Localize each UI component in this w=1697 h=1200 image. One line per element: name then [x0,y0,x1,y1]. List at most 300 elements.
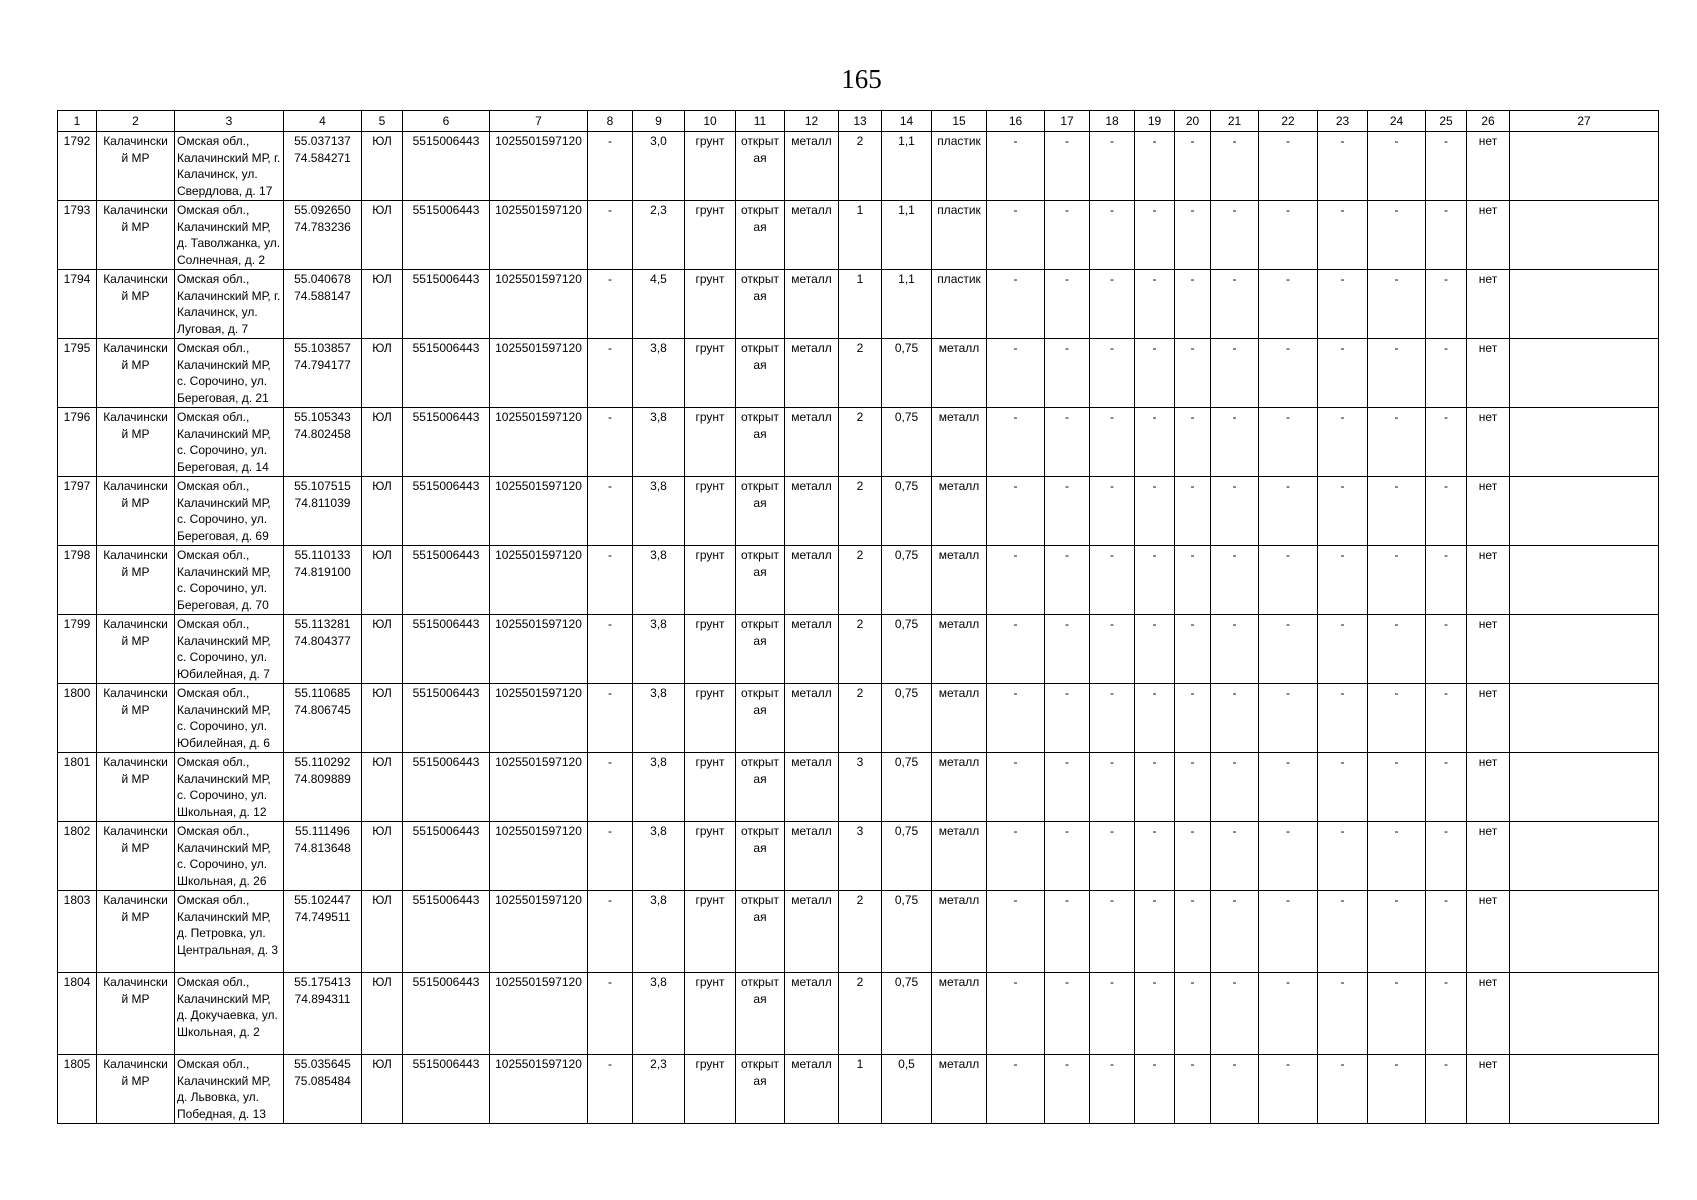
cell-ogrn: 1025501597120 [490,684,588,753]
cell-c11: открыт ая [736,270,785,339]
coordinates-cell [284,615,362,684]
cell-c26: нет [1467,684,1510,753]
cell-ogrn: 1025501597120 [490,477,588,546]
cell-c26: нет [1467,753,1510,822]
cell-ogrn: 1025501597120 [490,132,588,201]
cell-c10: грунт [685,753,736,822]
empty-cell: - [1259,132,1318,201]
cell-c11: открыт ая [736,339,785,408]
cell-c9: 3,8 [633,973,685,1055]
empty-cell: - [1368,615,1426,684]
cell-ogrn: 1025501597120 [490,1055,588,1124]
cell-ogrn: 1025501597120 [490,891,588,973]
cell-c26: нет [1467,408,1510,477]
cell-inn: 5515006443 [403,339,490,408]
latitude: 55.110133 [294,548,351,562]
empty-cell: - [1318,477,1368,546]
cell-c14: 0,75 [882,339,932,408]
cell-type: ЮЛ [362,132,403,201]
cell-type: ЮЛ [362,270,403,339]
cell-num: 1800 [58,684,97,753]
cell-c13: 1 [839,201,882,270]
cell-district: Калачински й МР [97,684,175,753]
notes-cell [1510,891,1659,973]
cell-c15: металл [932,615,987,684]
table-row [58,132,1659,201]
cell-c11: открыт ая [736,973,785,1055]
column-header: 22 [1259,111,1318,132]
empty-cell: - [1426,684,1467,753]
coordinates-cell [284,339,362,408]
latitude: 55.107515 [294,479,351,493]
column-header: 24 [1368,111,1426,132]
empty-cell: - [1175,1055,1211,1124]
cell-type: ЮЛ [362,339,403,408]
cell-c9: 3,8 [633,477,685,546]
empty-cell: - [987,1055,1045,1124]
notes-cell [1510,684,1659,753]
column-header: 3 [175,111,284,132]
cell-ogrn: 1025501597120 [490,546,588,615]
cell-c13: 2 [839,132,882,201]
cell-c13: 2 [839,973,882,1055]
cell-c12: металл [785,270,839,339]
latitude: 55.105343 [294,410,351,424]
cell-c11: открыт ая [736,1055,785,1124]
column-header: 19 [1135,111,1175,132]
registry-table [57,110,1659,1124]
empty-cell: - [1368,1055,1426,1124]
empty-cell: - [1259,201,1318,270]
notes-cell [1510,201,1659,270]
cell-c15: пластик [932,201,987,270]
empty-cell: - [1045,339,1090,408]
empty-cell: - [1368,270,1426,339]
cell-c9: 3,8 [633,615,685,684]
empty-cell: - [1426,408,1467,477]
column-header: 27 [1510,111,1659,132]
cell-address: Омская обл., Калачинский МР, с. Сорочино, ул. Береговая, д. 69 [175,477,284,546]
cell-num: 1793 [58,201,97,270]
cell-district: Калачински й МР [97,615,175,684]
empty-cell: - [1175,753,1211,822]
longitude: 75.085484 [294,1073,351,1088]
cell-c13: 2 [839,546,882,615]
cell-c13: 1 [839,1055,882,1124]
cell-c8: - [588,408,633,477]
cell-c9: 3,8 [633,684,685,753]
cell-c11: открыт ая [736,132,785,201]
empty-cell: - [1175,546,1211,615]
empty-cell: - [987,201,1045,270]
cell-ogrn: 1025501597120 [490,270,588,339]
cell-c15: металл [932,546,987,615]
empty-cell: - [987,684,1045,753]
notes-cell [1510,822,1659,891]
cell-c8: - [588,132,633,201]
empty-cell: - [1318,1055,1368,1124]
empty-cell: - [1318,891,1368,973]
longitude: 74.802458 [294,426,351,441]
empty-cell: - [1426,546,1467,615]
empty-cell: - [1090,1055,1135,1124]
cell-num: 1803 [58,891,97,973]
column-header: 5 [362,111,403,132]
empty-cell: - [1175,973,1211,1055]
empty-cell: - [1318,684,1368,753]
cell-type: ЮЛ [362,1055,403,1124]
cell-c11: открыт ая [736,477,785,546]
longitude: 74.813648 [294,840,351,855]
empty-cell: - [1259,973,1318,1055]
empty-cell: - [1426,132,1467,201]
cell-c26: нет [1467,615,1510,684]
cell-c26: нет [1467,201,1510,270]
cell-c12: металл [785,408,839,477]
empty-cell: - [1045,615,1090,684]
empty-cell: - [1175,891,1211,973]
coordinates-cell [284,270,362,339]
notes-cell [1510,339,1659,408]
empty-cell: - [1090,753,1135,822]
column-header: 7 [490,111,588,132]
notes-cell [1510,546,1659,615]
cell-c10: грунт [685,132,736,201]
table-row [58,546,1659,615]
cell-c10: грунт [685,1055,736,1124]
column-header: 18 [1090,111,1135,132]
empty-cell: - [1090,270,1135,339]
cell-inn: 5515006443 [403,891,490,973]
column-header: 8 [588,111,633,132]
coordinates-cell [284,546,362,615]
cell-num: 1794 [58,270,97,339]
cell-c10: грунт [685,339,736,408]
column-header: 16 [987,111,1045,132]
cell-c14: 0,75 [882,753,932,822]
coordinates-cell [284,132,362,201]
notes-cell [1510,753,1659,822]
cell-inn: 5515006443 [403,615,490,684]
empty-cell: - [1175,339,1211,408]
cell-num: 1798 [58,546,97,615]
latitude: 55.103857 [294,341,351,355]
cell-c10: грунт [685,477,736,546]
cell-c14: 0,5 [882,1055,932,1124]
empty-cell: - [1045,973,1090,1055]
empty-cell: - [1368,753,1426,822]
cell-type: ЮЛ [362,822,403,891]
empty-cell: - [1259,408,1318,477]
cell-c12: металл [785,339,839,408]
cell-c10: грунт [685,684,736,753]
cell-c9: 3,8 [633,753,685,822]
empty-cell: - [1045,477,1090,546]
empty-cell: - [1175,477,1211,546]
empty-cell: - [1259,1055,1318,1124]
cell-c12: металл [785,132,839,201]
longitude: 74.804377 [294,633,351,648]
empty-cell: - [1090,339,1135,408]
cell-inn: 5515006443 [403,753,490,822]
cell-c11: открыт ая [736,615,785,684]
empty-cell: - [1318,753,1368,822]
cell-c15: металл [932,753,987,822]
column-header: 13 [839,111,882,132]
coordinates-cell [284,822,362,891]
cell-c14: 0,75 [882,546,932,615]
column-header: 1 [58,111,97,132]
empty-cell: - [1135,684,1175,753]
empty-cell: - [1211,201,1259,270]
cell-c15: металл [932,684,987,753]
cell-c9: 2,3 [633,1055,685,1124]
cell-district: Калачински й МР [97,891,175,973]
empty-cell: - [1211,822,1259,891]
cell-c11: открыт ая [736,891,785,973]
cell-c13: 2 [839,339,882,408]
empty-cell: - [1090,822,1135,891]
cell-type: ЮЛ [362,684,403,753]
cell-c11: открыт ая [736,822,785,891]
cell-inn: 5515006443 [403,477,490,546]
cell-c14: 0,75 [882,822,932,891]
empty-cell: - [1175,615,1211,684]
cell-ogrn: 1025501597120 [490,339,588,408]
cell-district: Калачински й МР [97,973,175,1055]
coordinates-cell [284,891,362,973]
cell-c13: 2 [839,615,882,684]
cell-address: Омская обл., Калачинский МР, с. Сорочино, ул. Юбилейная, д. 7 [175,615,284,684]
cell-address: Омская обл., Калачинский МР, с. Сорочино, ул. Юбилейная, д. 6 [175,684,284,753]
empty-cell: - [1090,408,1135,477]
empty-cell: - [1426,973,1467,1055]
notes-cell [1510,477,1659,546]
cell-c10: грунт [685,546,736,615]
empty-cell: - [987,132,1045,201]
cell-district: Калачински й МР [97,270,175,339]
empty-cell: - [1259,753,1318,822]
coordinates-cell [284,684,362,753]
cell-type: ЮЛ [362,973,403,1055]
longitude: 74.806745 [294,702,351,717]
cell-num: 1792 [58,132,97,201]
cell-district: Калачински й МР [97,546,175,615]
cell-inn: 5515006443 [403,201,490,270]
empty-cell: - [1318,408,1368,477]
cell-c9: 3,8 [633,546,685,615]
cell-ogrn: 1025501597120 [490,201,588,270]
cell-c8: - [588,546,633,615]
empty-cell: - [1135,1055,1175,1124]
table-row [58,822,1659,891]
column-header: 4 [284,111,362,132]
cell-c9: 3,8 [633,339,685,408]
empty-cell: - [1368,132,1426,201]
cell-c11: открыт ая [736,753,785,822]
cell-c10: грунт [685,201,736,270]
column-header: 25 [1426,111,1467,132]
column-header: 23 [1318,111,1368,132]
empty-cell: - [1135,753,1175,822]
cell-c8: - [588,753,633,822]
cell-ogrn: 1025501597120 [490,753,588,822]
empty-cell: - [987,339,1045,408]
cell-type: ЮЛ [362,753,403,822]
cell-ogrn: 1025501597120 [490,973,588,1055]
table-row [58,1055,1659,1124]
cell-address: Омская обл., Калачинский МР, д. Докучаевка, ул. Школьная, д. 2 [175,973,284,1055]
empty-cell: - [1426,615,1467,684]
cell-c9: 3,8 [633,891,685,973]
empty-cell: - [1368,477,1426,546]
cell-inn: 5515006443 [403,684,490,753]
empty-cell: - [987,615,1045,684]
cell-district: Калачински й МР [97,339,175,408]
longitude: 74.819100 [294,564,351,579]
cell-c13: 1 [839,270,882,339]
latitude: 55.110685 [294,686,351,700]
empty-cell: - [1175,132,1211,201]
cell-c15: металл [932,339,987,408]
cell-c8: - [588,339,633,408]
empty-cell: - [1211,973,1259,1055]
cell-c12: металл [785,201,839,270]
cell-c26: нет [1467,339,1510,408]
empty-cell: - [987,891,1045,973]
cell-inn: 5515006443 [403,973,490,1055]
empty-cell: - [1426,753,1467,822]
cell-num: 1804 [58,973,97,1055]
empty-cell: - [1135,477,1175,546]
empty-cell: - [1211,408,1259,477]
cell-c11: открыт ая [736,546,785,615]
empty-cell: - [1426,477,1467,546]
empty-cell: - [1426,891,1467,973]
cell-address: Омская обл., Калачинский МР, г. Калачинск, ул. Свердлова, д. 17 [175,132,284,201]
table-row [58,753,1659,822]
cell-c15: металл [932,408,987,477]
notes-cell [1510,270,1659,339]
cell-num: 1796 [58,408,97,477]
latitude: 55.111496 [295,824,350,838]
empty-cell: - [1318,132,1368,201]
cell-type: ЮЛ [362,201,403,270]
empty-cell: - [1368,973,1426,1055]
cell-c8: - [588,822,633,891]
coordinates-cell [284,973,362,1055]
empty-cell: - [1045,408,1090,477]
empty-cell: - [1368,822,1426,891]
empty-cell: - [1259,822,1318,891]
cell-district: Калачински й МР [97,408,175,477]
empty-cell: - [1211,270,1259,339]
cell-address: Омская обл., Калачинский МР, д. Петровка, ул. Центральная, д. 3 [175,891,284,973]
cell-c10: грунт [685,822,736,891]
cell-address: Омская обл., Калачинский МР, с. Сорочино, ул. Школьная, д. 26 [175,822,284,891]
empty-cell: - [1135,973,1175,1055]
cell-num: 1797 [58,477,97,546]
empty-cell: - [987,822,1045,891]
empty-cell: - [1135,339,1175,408]
table-row [58,973,1659,1055]
empty-cell: - [1259,477,1318,546]
longitude: 74.783236 [294,219,351,234]
empty-cell: - [1211,753,1259,822]
empty-cell: - [1045,753,1090,822]
empty-cell: - [1090,684,1135,753]
cell-c26: нет [1467,546,1510,615]
cell-c8: - [588,1055,633,1124]
empty-cell: - [1259,270,1318,339]
cell-c26: нет [1467,270,1510,339]
latitude: 55.175413 [294,975,351,989]
column-header: 12 [785,111,839,132]
cell-c26: нет [1467,132,1510,201]
cell-address: Омская обл., Калачинский МР, с. Сорочино, ул. Береговая, д. 21 [175,339,284,408]
cell-c10: грунт [685,270,736,339]
empty-cell: - [1426,270,1467,339]
longitude: 74.794177 [294,357,351,372]
cell-c13: 3 [839,753,882,822]
column-header: 6 [403,111,490,132]
cell-type: ЮЛ [362,477,403,546]
notes-cell [1510,132,1659,201]
cell-district: Калачински й МР [97,132,175,201]
notes-cell [1510,615,1659,684]
empty-cell: - [1045,822,1090,891]
cell-address: Омская обл., Калачинский МР, с. Сорочино, ул. Береговая, д. 70 [175,546,284,615]
notes-cell [1510,408,1659,477]
cell-type: ЮЛ [362,408,403,477]
empty-cell: - [1259,339,1318,408]
empty-cell: - [1211,132,1259,201]
cell-c26: нет [1467,477,1510,546]
table-row [58,477,1659,546]
column-header: 2 [97,111,175,132]
cell-type: ЮЛ [362,615,403,684]
table-row [58,339,1659,408]
empty-cell: - [1090,615,1135,684]
empty-cell: - [1090,973,1135,1055]
empty-cell: - [987,753,1045,822]
empty-cell: - [1135,546,1175,615]
cell-district: Калачински й МР [97,753,175,822]
notes-cell [1510,1055,1659,1124]
cell-c13: 2 [839,477,882,546]
column-header: 26 [1467,111,1510,132]
column-header: 17 [1045,111,1090,132]
cell-c9: 4,5 [633,270,685,339]
cell-c14: 0,75 [882,891,932,973]
empty-cell: - [1045,891,1090,973]
cell-c10: грунт [685,973,736,1055]
cell-c14: 0,75 [882,477,932,546]
empty-cell: - [1211,477,1259,546]
cell-inn: 5515006443 [403,270,490,339]
cell-c9: 3,8 [633,408,685,477]
cell-c15: металл [932,477,987,546]
cell-type: ЮЛ [362,891,403,973]
empty-cell: - [1368,201,1426,270]
empty-cell: - [1211,339,1259,408]
notes-cell [1510,973,1659,1055]
empty-cell: - [1259,546,1318,615]
cell-c26: нет [1467,1055,1510,1124]
empty-cell: - [1175,270,1211,339]
empty-cell: - [1318,270,1368,339]
empty-cell: - [1175,684,1211,753]
